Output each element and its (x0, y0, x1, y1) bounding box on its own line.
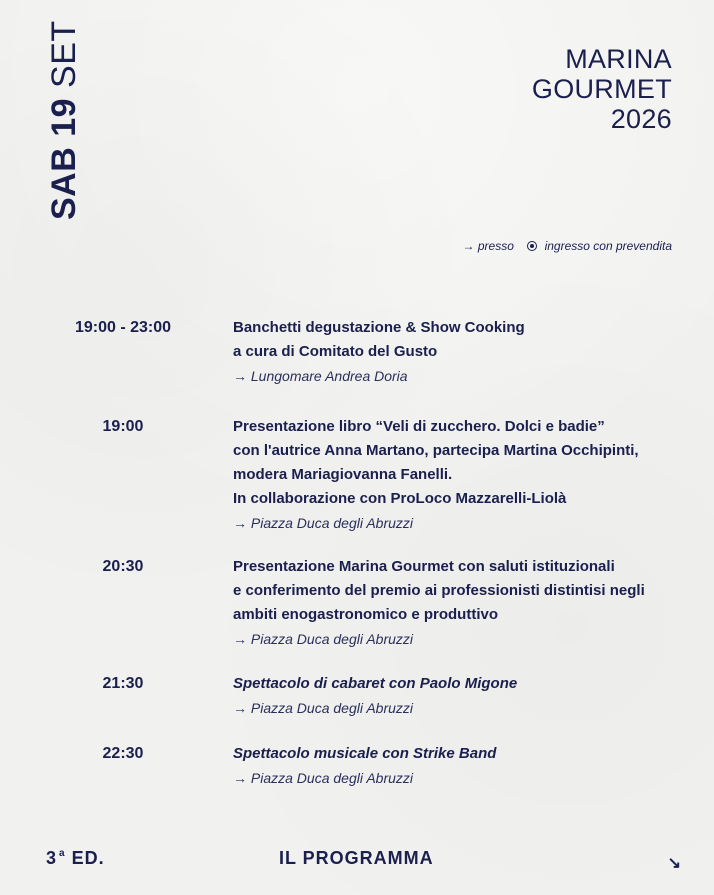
legend (463, 239, 672, 253)
event-place: → Piazza Duca degli Abruzzi (233, 700, 414, 716)
month: SET (45, 20, 83, 88)
edition-number: 3 (46, 848, 58, 868)
event-place: → Piazza Duca degli Abruzzi (233, 515, 414, 531)
event-line: a cura di Comitato del Gusto (233, 343, 438, 360)
event-line: modera Mariagiovanna Fanelli. (233, 466, 453, 483)
event-place: → Piazza Duca degli Abruzzi (233, 770, 414, 786)
event-time: 22:30 (102, 745, 144, 762)
event-place: → Lungomare Andrea Doria (233, 368, 408, 384)
program-title: IL PROGRAMMA (279, 848, 434, 868)
event-line: ambiti enogastronomico e produttivo (233, 606, 499, 623)
event-details (233, 672, 673, 720)
event-details (233, 316, 673, 388)
event-line: Presentazione libro “Veli di zucchero. Dolci e badie” (233, 418, 605, 435)
event-details (233, 555, 673, 651)
event-time: 21:30 (102, 675, 144, 692)
legend-presso: presso (477, 239, 514, 253)
edition-text: ED. (71, 848, 105, 868)
legend-ingresso: ingresso con prevendita (544, 239, 672, 253)
event-place: → Piazza Duca degli Abruzzi (233, 631, 414, 647)
event-date (45, 20, 83, 220)
brand-year: 2026 (610, 104, 672, 134)
day-number: 19 (45, 97, 83, 137)
radio-dot-icon (527, 241, 537, 251)
event-time: 19:00 - 23:00 (74, 319, 172, 336)
event-line: e conferimento del premio ai professionisti distintisi negli (233, 582, 645, 599)
event-details (233, 415, 673, 535)
brand-line-2: GOURMET (531, 74, 672, 104)
brand-line-1: MARINA (565, 44, 672, 74)
event-line: Spettacolo musicale con Strike Band (233, 745, 497, 762)
arrow-down-right-icon: ↘ (667, 855, 681, 872)
event-line: Banchetti degustazione & Show Cooking (233, 319, 525, 336)
event-details (233, 742, 673, 790)
edition-label (46, 848, 105, 869)
event-line: In collaborazione con ProLoco Mazzarelli-Liolà (233, 490, 567, 507)
day-name: SAB (45, 146, 83, 220)
event-line: Spettacolo di cabaret con Paolo Migone (233, 675, 518, 692)
event-time: 20:30 (102, 558, 144, 575)
event-line: Presentazione Marina Gourmet con saluti istituzionali (233, 558, 615, 575)
event-time: 19:00 (102, 418, 144, 435)
brand-logo (532, 44, 672, 134)
edition-sup: a (59, 848, 66, 859)
arrow-icon: → (462, 239, 475, 253)
event-line: con l'autrice Anna Martano, partecipa Martina Occhipinti, (233, 442, 639, 459)
